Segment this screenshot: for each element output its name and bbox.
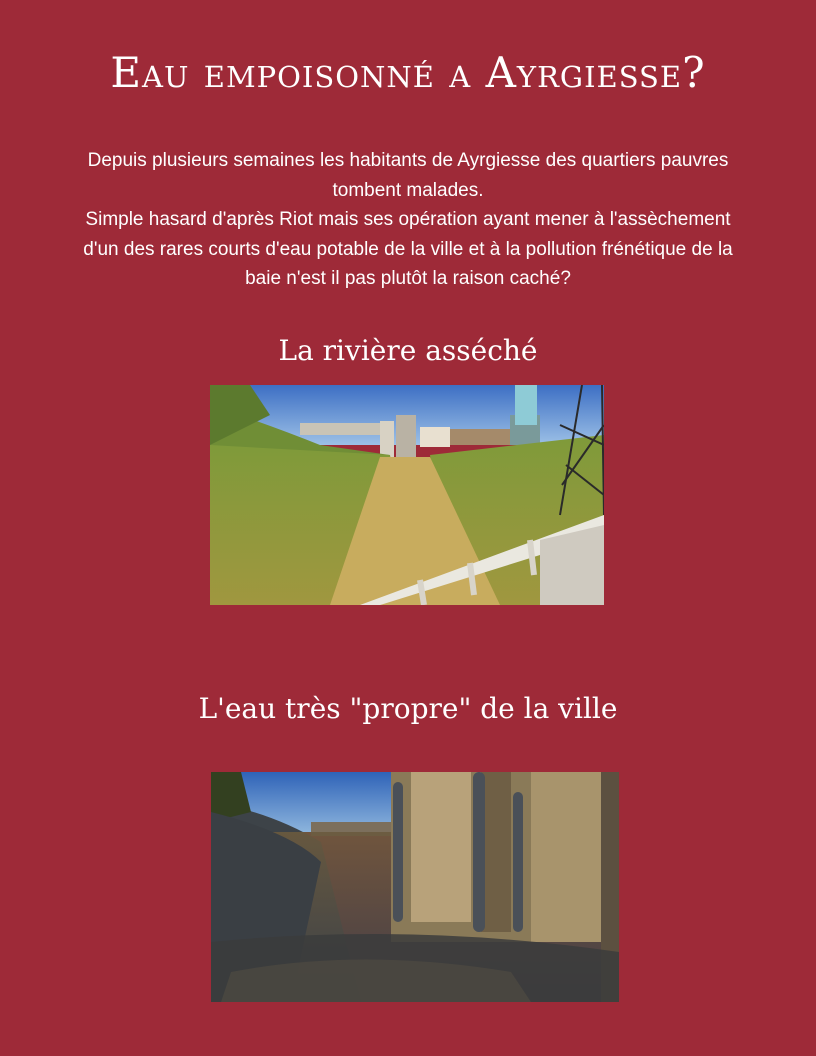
page-title: Eau empoisonné a Ayrgiesse? <box>110 48 706 97</box>
intro-text <box>70 146 746 294</box>
section-heading-clean-water: L'eau très "propre" de la ville <box>198 692 618 725</box>
intro-paragraph-1: Depuis plusieurs semaines les habitants de Ayrgiesse des quartiers pauvres tombent malades. <box>87 150 729 201</box>
section-heading-dry-river: La rivière asséché <box>278 334 538 367</box>
polluted-water-image <box>211 772 619 1002</box>
dry-river-image <box>210 385 604 605</box>
intro-paragraph-2: Simple hasard d'après Riot mais ses opération ayant mener à l'assèchement d'un des rares courts d'eau potable de la ville et à la pollution frénétique de la baie n'est il pas plutôt la raison caché? <box>83 209 733 289</box>
